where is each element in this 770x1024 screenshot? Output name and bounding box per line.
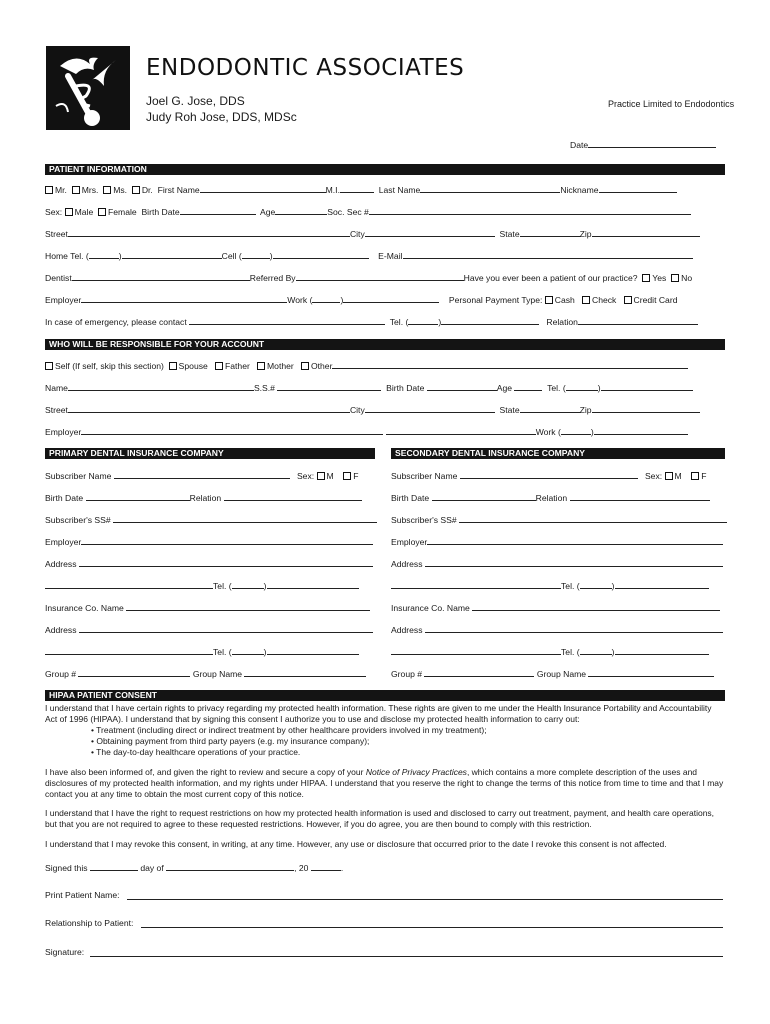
secondary-tel-area-field[interactable] [580, 580, 612, 589]
secondary-insurance-header: SECONDARY DENTAL INSURANCE COMPANY [391, 448, 725, 459]
responsible-row-1: Self (If self, skip this section) Spouse Father Mother Other [45, 360, 688, 372]
secondary-address-row: Address [391, 558, 723, 570]
patient-row-4: Home Tel. ( ) Cell ( ) E-Mail [45, 250, 693, 262]
hipaa-bullet-1: • Treatment (including direct or indirect treatment by other healthcare providers involved in my treatment); [91, 725, 487, 735]
work-tel-field[interactable] [343, 294, 439, 303]
print-name-label: Print Patient Name: [45, 890, 120, 900]
referred-by-field[interactable] [296, 272, 464, 281]
patient-row-5: Dentist Referred By Have you ever been a patient of our practice? Yes No [45, 273, 693, 283]
secondary-birth-row: Birth Date Relation [391, 492, 710, 504]
emergency-contact-field[interactable] [189, 316, 385, 325]
responsible-street-field[interactable] [68, 404, 350, 413]
cell-area-field[interactable] [242, 250, 270, 259]
primary-tel-area-field[interactable] [232, 580, 264, 589]
other-field[interactable] [332, 360, 688, 369]
primary-ss-row: Subscriber's SS# [45, 514, 377, 526]
relationship-field[interactable] [141, 927, 723, 928]
father-checkbox[interactable] [215, 362, 223, 370]
secondary-group-row: Group # Group Name [391, 668, 714, 680]
cash-checkbox[interactable] [545, 296, 553, 304]
email-field[interactable] [403, 250, 693, 259]
work-area-field[interactable] [312, 294, 340, 303]
cell-field[interactable] [273, 250, 369, 259]
print-name-field[interactable] [127, 899, 723, 900]
home-area-field[interactable] [89, 250, 119, 259]
dr-checkbox[interactable] [132, 186, 140, 194]
emergency-relation-field[interactable] [578, 316, 698, 325]
primary-employer-field[interactable] [81, 536, 373, 545]
responsible-state-field[interactable] [520, 404, 580, 413]
signature-label: Signature: [45, 947, 85, 957]
signed-month-field[interactable] [166, 862, 294, 871]
primary-group-name-field[interactable] [244, 668, 366, 677]
dentist-field[interactable] [72, 272, 250, 281]
hipaa-paragraph-2: I have also been informed of, and given the right to review and secure a copy of your Notice of Privacy Practices, which contains a more complete description of the uses and disclosures of my protected health information, and my rights under HIPAA. I understand that you reserve the right to change the terms of this notice from time to time and that I may contact you at any time to obtain the most current copy of this notice. [45, 767, 724, 799]
emergency-area-field[interactable] [408, 316, 438, 325]
secondary-group-field[interactable] [424, 668, 534, 677]
primary-insurance-header: PRIMARY DENTAL INSURANCE COMPANY [45, 448, 375, 459]
primary-subscriber-name-field[interactable] [114, 470, 290, 479]
hipaa-header: HIPAA PATIENT CONSENT [45, 690, 725, 701]
primary-employer-row: Employer [45, 536, 373, 548]
secondary-company-row: Insurance Co. Name [391, 602, 720, 614]
secondary-subscriber-row: Subscriber Name Sex: M F [391, 471, 707, 481]
emergency-tel-field[interactable] [441, 316, 539, 325]
responsible-employer-field[interactable] [81, 426, 383, 435]
check-checkbox[interactable] [582, 296, 590, 304]
secondary-address2-field[interactable] [391, 580, 561, 589]
state-field[interactable] [520, 228, 580, 237]
responsible-row-3: Street City State Zip [45, 404, 700, 416]
secondary-address-field[interactable] [425, 558, 723, 567]
patient-row-7: In case of emergency, please contact Tel. ( ) Relation [45, 316, 698, 328]
primary-relation-field[interactable] [224, 492, 362, 501]
signature-field[interactable] [90, 956, 723, 957]
hipaa-paragraph-3: I understand that I have the right to request restrictions on how my protected health information is used and disclosed to carry out treatment, payment, and health care operations, but that you are not required to agree to these requested restrictions. However, if you do agree, you are then bound to comply with this restriction. [45, 808, 715, 829]
spouse-checkbox[interactable] [169, 362, 177, 370]
primary-address-row: Address [45, 558, 373, 570]
responsible-ss-field[interactable] [277, 382, 381, 391]
doctor-name-1: Joel G. Jose, DDS [146, 94, 245, 108]
responsible-city-field[interactable] [365, 404, 495, 413]
secondary-group-name-field[interactable] [588, 668, 714, 677]
hipaa-bullet-2: • Obtaining payment from third party payers (e.g. my insurance company); [91, 736, 370, 746]
primary-address-field[interactable] [79, 558, 373, 567]
primary-company-area-field[interactable] [232, 646, 264, 655]
secondary-f-checkbox[interactable] [691, 472, 699, 480]
primary-company-address2-row: Tel. ( ) [45, 646, 359, 658]
zip-field[interactable] [592, 228, 700, 237]
primary-address2-field[interactable] [45, 580, 213, 589]
patient-row-6: Employer Work ( ) Personal Payment Type: Cash Check Credit Card [45, 295, 678, 305]
hipaa-bullet-3: • The day-to-day healthcare operations of your practice. [91, 747, 301, 757]
employer-field[interactable] [81, 294, 287, 303]
secondary-company-address-row: Address [391, 624, 723, 636]
secondary-company-address-field[interactable] [425, 624, 723, 633]
birth-date-field[interactable] [180, 206, 256, 215]
mother-checkbox[interactable] [257, 362, 265, 370]
primary-address2-row: Tel. ( ) [45, 580, 359, 592]
patient-row-1: Mr. Mrs. Ms. Dr. First Name M.I. Last Name Nickname [45, 184, 677, 196]
hipaa-paragraph-4: I understand that I may revoke this consent, in writing, at any time. However, any use or disclosure that occurred prior to the date I revoke this consent is not affected. [45, 839, 667, 849]
primary-birth-row: Birth Date Relation [45, 492, 362, 504]
mr-checkbox[interactable] [45, 186, 53, 194]
primary-company-address2-field[interactable] [45, 646, 213, 655]
primary-company-address-row: Address [45, 624, 373, 636]
no-checkbox[interactable] [671, 274, 679, 282]
secondary-employer-row: Employer [391, 536, 723, 548]
responsible-row-4: Employer Work ( ) [45, 426, 688, 438]
primary-birth-field[interactable] [86, 492, 190, 501]
soc-sec-field[interactable] [369, 206, 691, 215]
credit-card-checkbox[interactable] [624, 296, 632, 304]
relationship-label: Relationship to Patient: [45, 918, 134, 928]
street-field[interactable] [68, 228, 350, 237]
secondary-tel-field[interactable] [615, 580, 709, 589]
secondary-relation-field[interactable] [570, 492, 710, 501]
secondary-employer-field[interactable] [427, 536, 723, 545]
responsible-row-2: Name S.S.# Birth Date Age Tel. ( ) [45, 382, 693, 394]
secondary-company-tel-field[interactable] [615, 646, 709, 655]
ms-checkbox[interactable] [103, 186, 111, 194]
responsible-area-field[interactable] [566, 382, 598, 391]
secondary-m-checkbox[interactable] [665, 472, 673, 480]
home-tel-field[interactable] [122, 250, 222, 259]
signed-row: Signed this day of , 20 . [45, 863, 344, 873]
secondary-ss-row: Subscriber's SS# [391, 514, 727, 526]
responsible-header: WHO WILL BE RESPONSIBLE FOR YOUR ACCOUNT [45, 339, 725, 350]
nickname-field[interactable] [599, 184, 677, 193]
date-field[interactable]: Date [570, 139, 716, 151]
mrs-checkbox[interactable] [72, 186, 80, 194]
responsible-birth-field[interactable] [427, 382, 497, 391]
patient-row-2: Sex: Male Female Birth Date Age Soc. Sec # [45, 206, 691, 218]
responsible-tel-field[interactable] [601, 382, 693, 391]
doctor-name-2: Judy Roh Jose, DDS, MDSc [146, 110, 297, 124]
responsible-zip-field[interactable] [592, 404, 700, 413]
primary-group-row: Group # Group Name [45, 668, 366, 680]
secondary-address2-row: Tel. ( ) [391, 580, 709, 592]
age-field[interactable] [275, 206, 327, 215]
signed-year-field[interactable] [311, 862, 341, 871]
primary-f-checkbox[interactable] [343, 472, 351, 480]
secondary-company-area-field[interactable] [580, 646, 612, 655]
male-checkbox[interactable] [65, 208, 73, 216]
mi-field[interactable] [340, 184, 374, 193]
hipaa-paragraph-1: I understand that I have certain rights to privacy regarding my protected health information. These rights are given to me under the Health Insurance Portability and Accountability Act of 1996 (HIPAA). I understand that by signing this consent I authorize you to use and disclose my protected health information to carry out: • Treatment (including direct or indirect treatment by other healthcare providers involved in my treatment); • Obtaining payment from third party payers (e.g. my insurance company); • The day-to-day healthcare operations of your practice. [45, 703, 725, 758]
responsible-work-area-field[interactable] [561, 426, 591, 435]
responsible-name-field[interactable] [68, 382, 254, 391]
secondary-ss-field[interactable] [459, 514, 727, 523]
secondary-birth-field[interactable] [432, 492, 536, 501]
secondary-company-address2-row: Tel. ( ) [391, 646, 709, 658]
primary-tel-field[interactable] [267, 580, 359, 589]
female-checkbox[interactable] [98, 208, 106, 216]
primary-company-field[interactable] [126, 602, 370, 611]
primary-m-checkbox[interactable] [317, 472, 325, 480]
first-name-field[interactable] [200, 184, 326, 193]
secondary-company-address2-field[interactable] [391, 646, 561, 655]
caduceus-tooth-logo [46, 46, 130, 130]
primary-subscriber-row: Subscriber Name Sex: M F [45, 471, 359, 481]
patient-row-3: Street City State Zip [45, 228, 700, 240]
primary-ss-field[interactable] [113, 514, 377, 523]
patient-info-header: PATIENT INFORMATION [45, 164, 725, 175]
city-field[interactable] [365, 228, 495, 237]
primary-company-tel-field[interactable] [267, 646, 359, 655]
self-checkbox[interactable] [45, 362, 53, 370]
yes-checkbox[interactable] [642, 274, 650, 282]
other-checkbox[interactable] [301, 362, 309, 370]
practice-name: ENDODONTIC ASSOCIATES [146, 55, 465, 81]
secondary-company-field[interactable] [472, 602, 720, 611]
secondary-subscriber-name-field[interactable] [460, 470, 638, 479]
signed-day-field[interactable] [90, 862, 138, 871]
responsible-employer-field-2[interactable] [386, 426, 536, 435]
responsible-work-field[interactable] [594, 426, 688, 435]
primary-group-field[interactable] [78, 668, 190, 677]
responsible-age-field[interactable] [514, 382, 542, 391]
primary-company-address-field[interactable] [79, 624, 373, 633]
last-name-field[interactable] [420, 184, 560, 193]
practice-note: Practice Limited to Endodontics [608, 99, 735, 109]
primary-company-row: Insurance Co. Name [45, 602, 370, 614]
